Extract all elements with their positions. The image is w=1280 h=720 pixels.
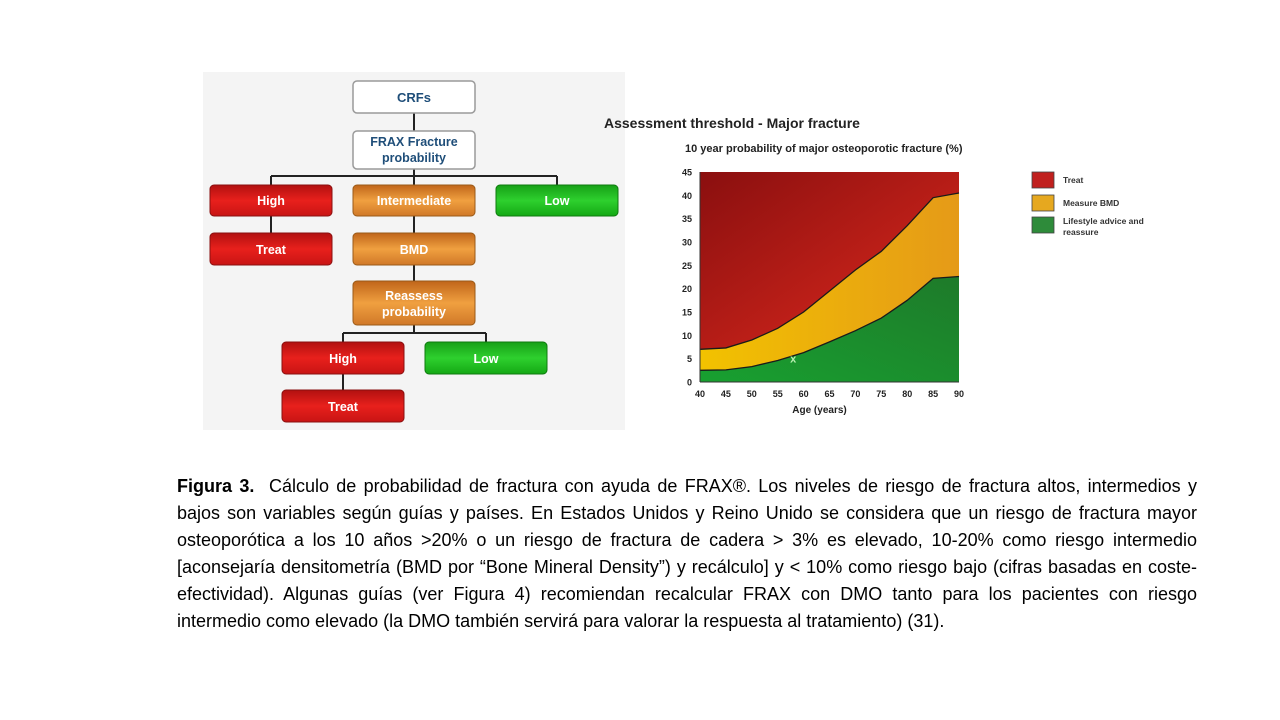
fracture-threshold-chart: [600, 110, 1144, 430]
chart-title: Assessment threshold - Major fracture: [604, 115, 860, 131]
legend-swatch: [1032, 195, 1054, 211]
high-risk-label-2: High: [329, 352, 357, 366]
caption-text: Cálculo de probabilidad de fractura con ayuda de FRAX®. Los niveles de riesgo de fractura altos, intermedios y bajos son variables según guías y países. En Estados Unidos y Reino Unido se considera que un riesgo de fractura mayor osteoporótica a los 10 años >20% o un riesgo de fractura de cadera > 3% es elevado, 10-20% como riesgo intermedio [aconsejaría densitometría (BMD por “Bone Mineral Density”) y recálculo] y < 10% como riesgo bajo (cifras basadas en coste-efectividad). Algunas guías (ver Figura 4) recomiendan recalcular FRAX con DMO tanto para los pacientes con riesgo intermedio como elevado (la DMO también servirá para valorar la respuesta al tratamiento) (31).: [177, 476, 1197, 631]
treat-label: Treat: [256, 243, 286, 257]
x-tick-label: 85: [928, 389, 939, 399]
y-tick-label: 0: [686, 377, 692, 388]
y-tick-label: 15: [681, 307, 692, 318]
y-tick-label: 30: [681, 237, 692, 248]
y-tick-label: 10: [681, 330, 692, 341]
x-tick-label: 60: [798, 389, 809, 399]
legend-swatch: [1032, 172, 1054, 188]
figure-caption: [177, 473, 1197, 635]
x-tick-label: 50: [746, 389, 757, 399]
crfs-label: CRFs: [397, 90, 431, 105]
y-tick-label: 45: [681, 167, 692, 178]
flowchart-diagram: [0, 0, 640, 440]
y-tick-label: 20: [681, 284, 692, 295]
x-axis-label: Age (years): [792, 405, 847, 416]
legend-label: Treat: [1063, 175, 1084, 185]
legend-swatch: [1032, 217, 1054, 233]
frax-label-line2: probability: [382, 151, 446, 165]
y-tick-label: 25: [681, 260, 692, 271]
intermediate-risk-label: Intermediate: [376, 194, 452, 208]
chart-plot: [600, 110, 1144, 430]
x-tick-label: 80: [902, 389, 913, 399]
x-tick-label: 45: [720, 389, 731, 399]
frax-label-line1: FRAX Fracture: [370, 135, 458, 149]
x-tick-label: 75: [876, 389, 887, 399]
reassess-label-line1: Reassess: [385, 289, 443, 303]
patient-marker: x: [790, 353, 797, 366]
reassess-label-line2: probability: [382, 305, 446, 319]
x-tick-label: 65: [824, 389, 835, 399]
x-tick-label: 70: [850, 389, 861, 399]
y-tick-label: 5: [686, 354, 692, 365]
low-risk-label: Low: [544, 194, 570, 208]
bmd-label: BMD: [399, 243, 429, 257]
legend-label: Lifestyle advice and: [1063, 216, 1144, 226]
legend-label: Measure BMD: [1063, 198, 1120, 208]
legend-label: reassure: [1063, 227, 1099, 237]
caption-label: Figura 3.: [177, 476, 255, 496]
y-tick-label: 35: [681, 214, 692, 225]
low-risk-label-2: Low: [473, 352, 499, 366]
high-risk-label: High: [257, 194, 285, 208]
x-tick-label: 40: [694, 389, 706, 399]
x-tick-label: 55: [772, 389, 783, 399]
treat-label-2: Treat: [328, 400, 358, 414]
x-tick-label: 90: [953, 389, 965, 399]
chart-y-axis-label: 10 year probability of major osteoporotic fracture (%): [685, 143, 963, 155]
y-tick-label: 40: [681, 190, 692, 201]
